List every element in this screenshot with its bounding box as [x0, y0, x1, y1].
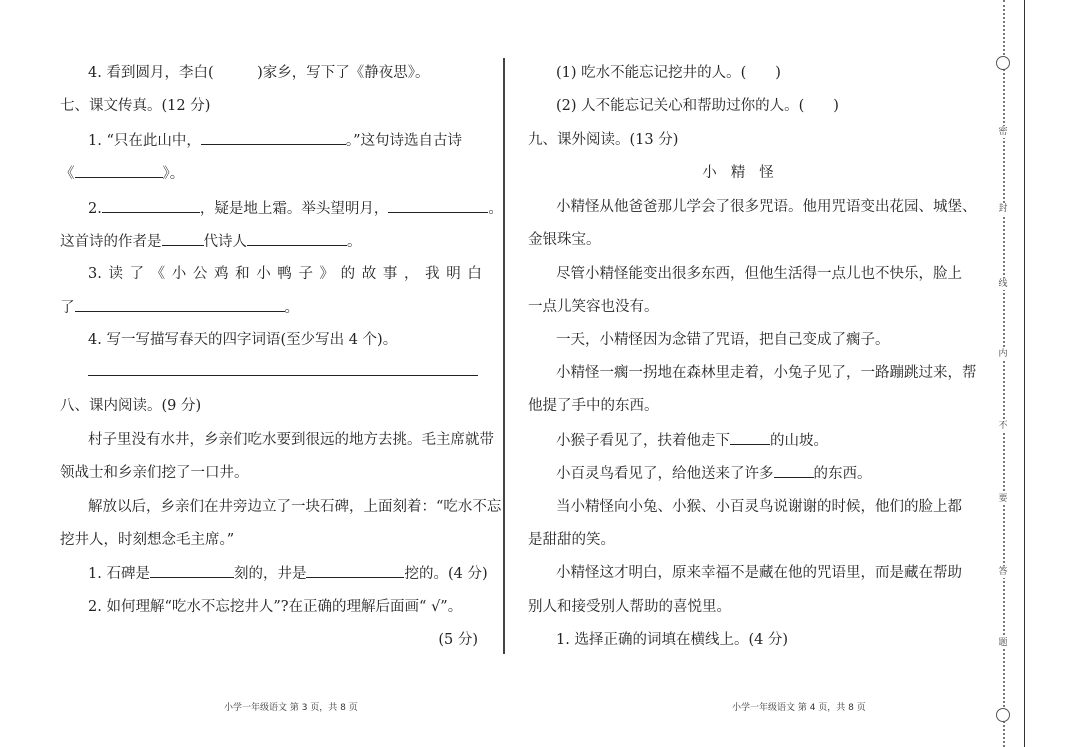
page-edge-line	[1024, 0, 1025, 747]
s7-q2-line1: 2. ，疑是地上霜。举头望明月， 。	[60, 198, 482, 219]
binding-char: 封	[995, 203, 1011, 215]
story-p3: 一天，小精怪因为念错了咒语，把自己变成了瘸子。	[556, 332, 890, 348]
s9-q1: 1. 选择正确的词填在横线上。(4 分)	[556, 632, 789, 648]
s7-q1-line2: 《 》。	[60, 163, 482, 184]
answer-blank[interactable]	[730, 430, 770, 445]
story-p5: 小猴子看见了，扶着他走下 的山坡。	[528, 430, 948, 451]
section-7-title: 七、课文传真。(12 分)	[60, 98, 211, 114]
binding-margin	[992, 0, 1016, 747]
story-title: 小精怪	[702, 165, 788, 181]
binding-hole	[996, 56, 1010, 70]
s8-paragraph1-line1: 村子里没有水井，乡亲们吃水要到很远的地方去挑。毛主席就带	[88, 432, 494, 448]
story-p2-line2: 一点儿笑容也没有。	[528, 299, 659, 315]
s7-q3-line2: 了 。	[60, 297, 482, 318]
story-p7-line1: 当小精怪向小兔、小猴、小百灵鸟说谢谢的时候，他们的脸上都	[556, 499, 962, 515]
binding-char: 题	[995, 637, 1011, 649]
s7-q4-text: 4. 写一写描写春天的四字词语(至少写出 4 个)。	[88, 332, 398, 348]
section-9-title: 九、课外阅读。(13 分)	[528, 132, 679, 148]
story-p8-line1: 小精怪这才明白，原来幸福不是藏在他的咒语里，而是藏在帮助	[556, 565, 962, 581]
page-footer-left: 小学一年级语文 第 3 页，共 8 页	[224, 703, 358, 713]
story-p4-line2: 他提了手中的东西。	[528, 398, 659, 414]
story-p7-line2: 是甜甜的笑。	[528, 532, 615, 548]
binding-hole	[996, 708, 1010, 722]
answer-blank[interactable]	[774, 463, 814, 478]
section-8-title: 八、课内阅读。(9 分)	[60, 398, 202, 414]
story-p6: 小百灵鸟看见了，给他送来了许多 的东西。	[528, 463, 948, 484]
s7-q2-line2: 这首诗的作者是 代诗人 。	[60, 231, 482, 252]
page-footer-right: 小学一年级语文 第 4 页，共 8 页	[732, 703, 866, 713]
binding-char: 内	[995, 348, 1011, 360]
story-p1-line1: 小精怪从他爸爸那儿学会了很多咒语。他用咒语变出花园、城堡、	[556, 199, 977, 215]
answer-blank[interactable]	[306, 563, 404, 578]
s8-paragraph2-line2: 挖井人，时刻想念毛主席。”	[60, 532, 235, 548]
answer-blank[interactable]	[162, 231, 204, 246]
s8-q1: 1. 石碑是 刻的，井是 挖的。(4 分)	[60, 563, 482, 584]
option-1: (1) 吃水不能忘记挖井的人。( )	[556, 65, 781, 81]
s8-paragraph1-line2: 领战士和乡亲们挖了一口井。	[60, 465, 249, 481]
binding-char: 要	[995, 493, 1011, 505]
answer-blank[interactable]	[75, 297, 285, 312]
s8-q2: 2. 如何理解“吃水不忘挖井人”?在正确的理解后面画“ √”。	[88, 599, 463, 615]
answer-blank[interactable]	[388, 198, 488, 213]
answer-line[interactable]	[88, 375, 478, 376]
option-2: (2) 人不能忘记关心和帮助过你的人。( )	[556, 98, 839, 114]
s8-q2-score: (5 分)	[438, 632, 478, 648]
binding-dotted-line	[1003, 0, 1005, 747]
answer-blank[interactable]	[102, 198, 200, 213]
binding-char: 线	[995, 278, 1011, 290]
answer-blank[interactable]	[201, 130, 346, 145]
q6-4-text: 4. 看到圆月，李白( )家乡，写下了《静夜思》。	[88, 65, 430, 81]
s7-q3-line1: 3. 读 了 《 小 公 鸡 和 小 鸭 子 》 的 故 事 ， 我 明 白	[88, 266, 482, 282]
answer-blank[interactable]	[150, 563, 234, 578]
story-p8-line2: 别人和接受别人帮助的喜悦里。	[528, 599, 731, 615]
answer-blank[interactable]	[247, 231, 347, 246]
s8-paragraph2-line1: 解放以后，乡亲们在井旁边立了一块石碑，上面刻着：“吃水不忘	[88, 499, 502, 515]
s7-q1-line1: 1. “只在此山中， 。”这句诗选自古诗	[60, 130, 482, 151]
column-divider	[503, 58, 505, 654]
binding-char: 不	[995, 420, 1011, 432]
story-p4-line1: 小精怪一瘸一拐地在森林里走着，小兔子见了，一路蹦跳过来，帮	[556, 365, 977, 381]
binding-char: 密	[995, 126, 1011, 138]
binding-char: 答	[995, 566, 1011, 578]
story-p1-line2: 金银珠宝。	[528, 232, 601, 248]
story-p2-line1: 尽管小精怪能变出很多东西，但他生活得一点儿也不快乐，脸上	[556, 266, 962, 282]
answer-blank[interactable]	[75, 163, 163, 178]
